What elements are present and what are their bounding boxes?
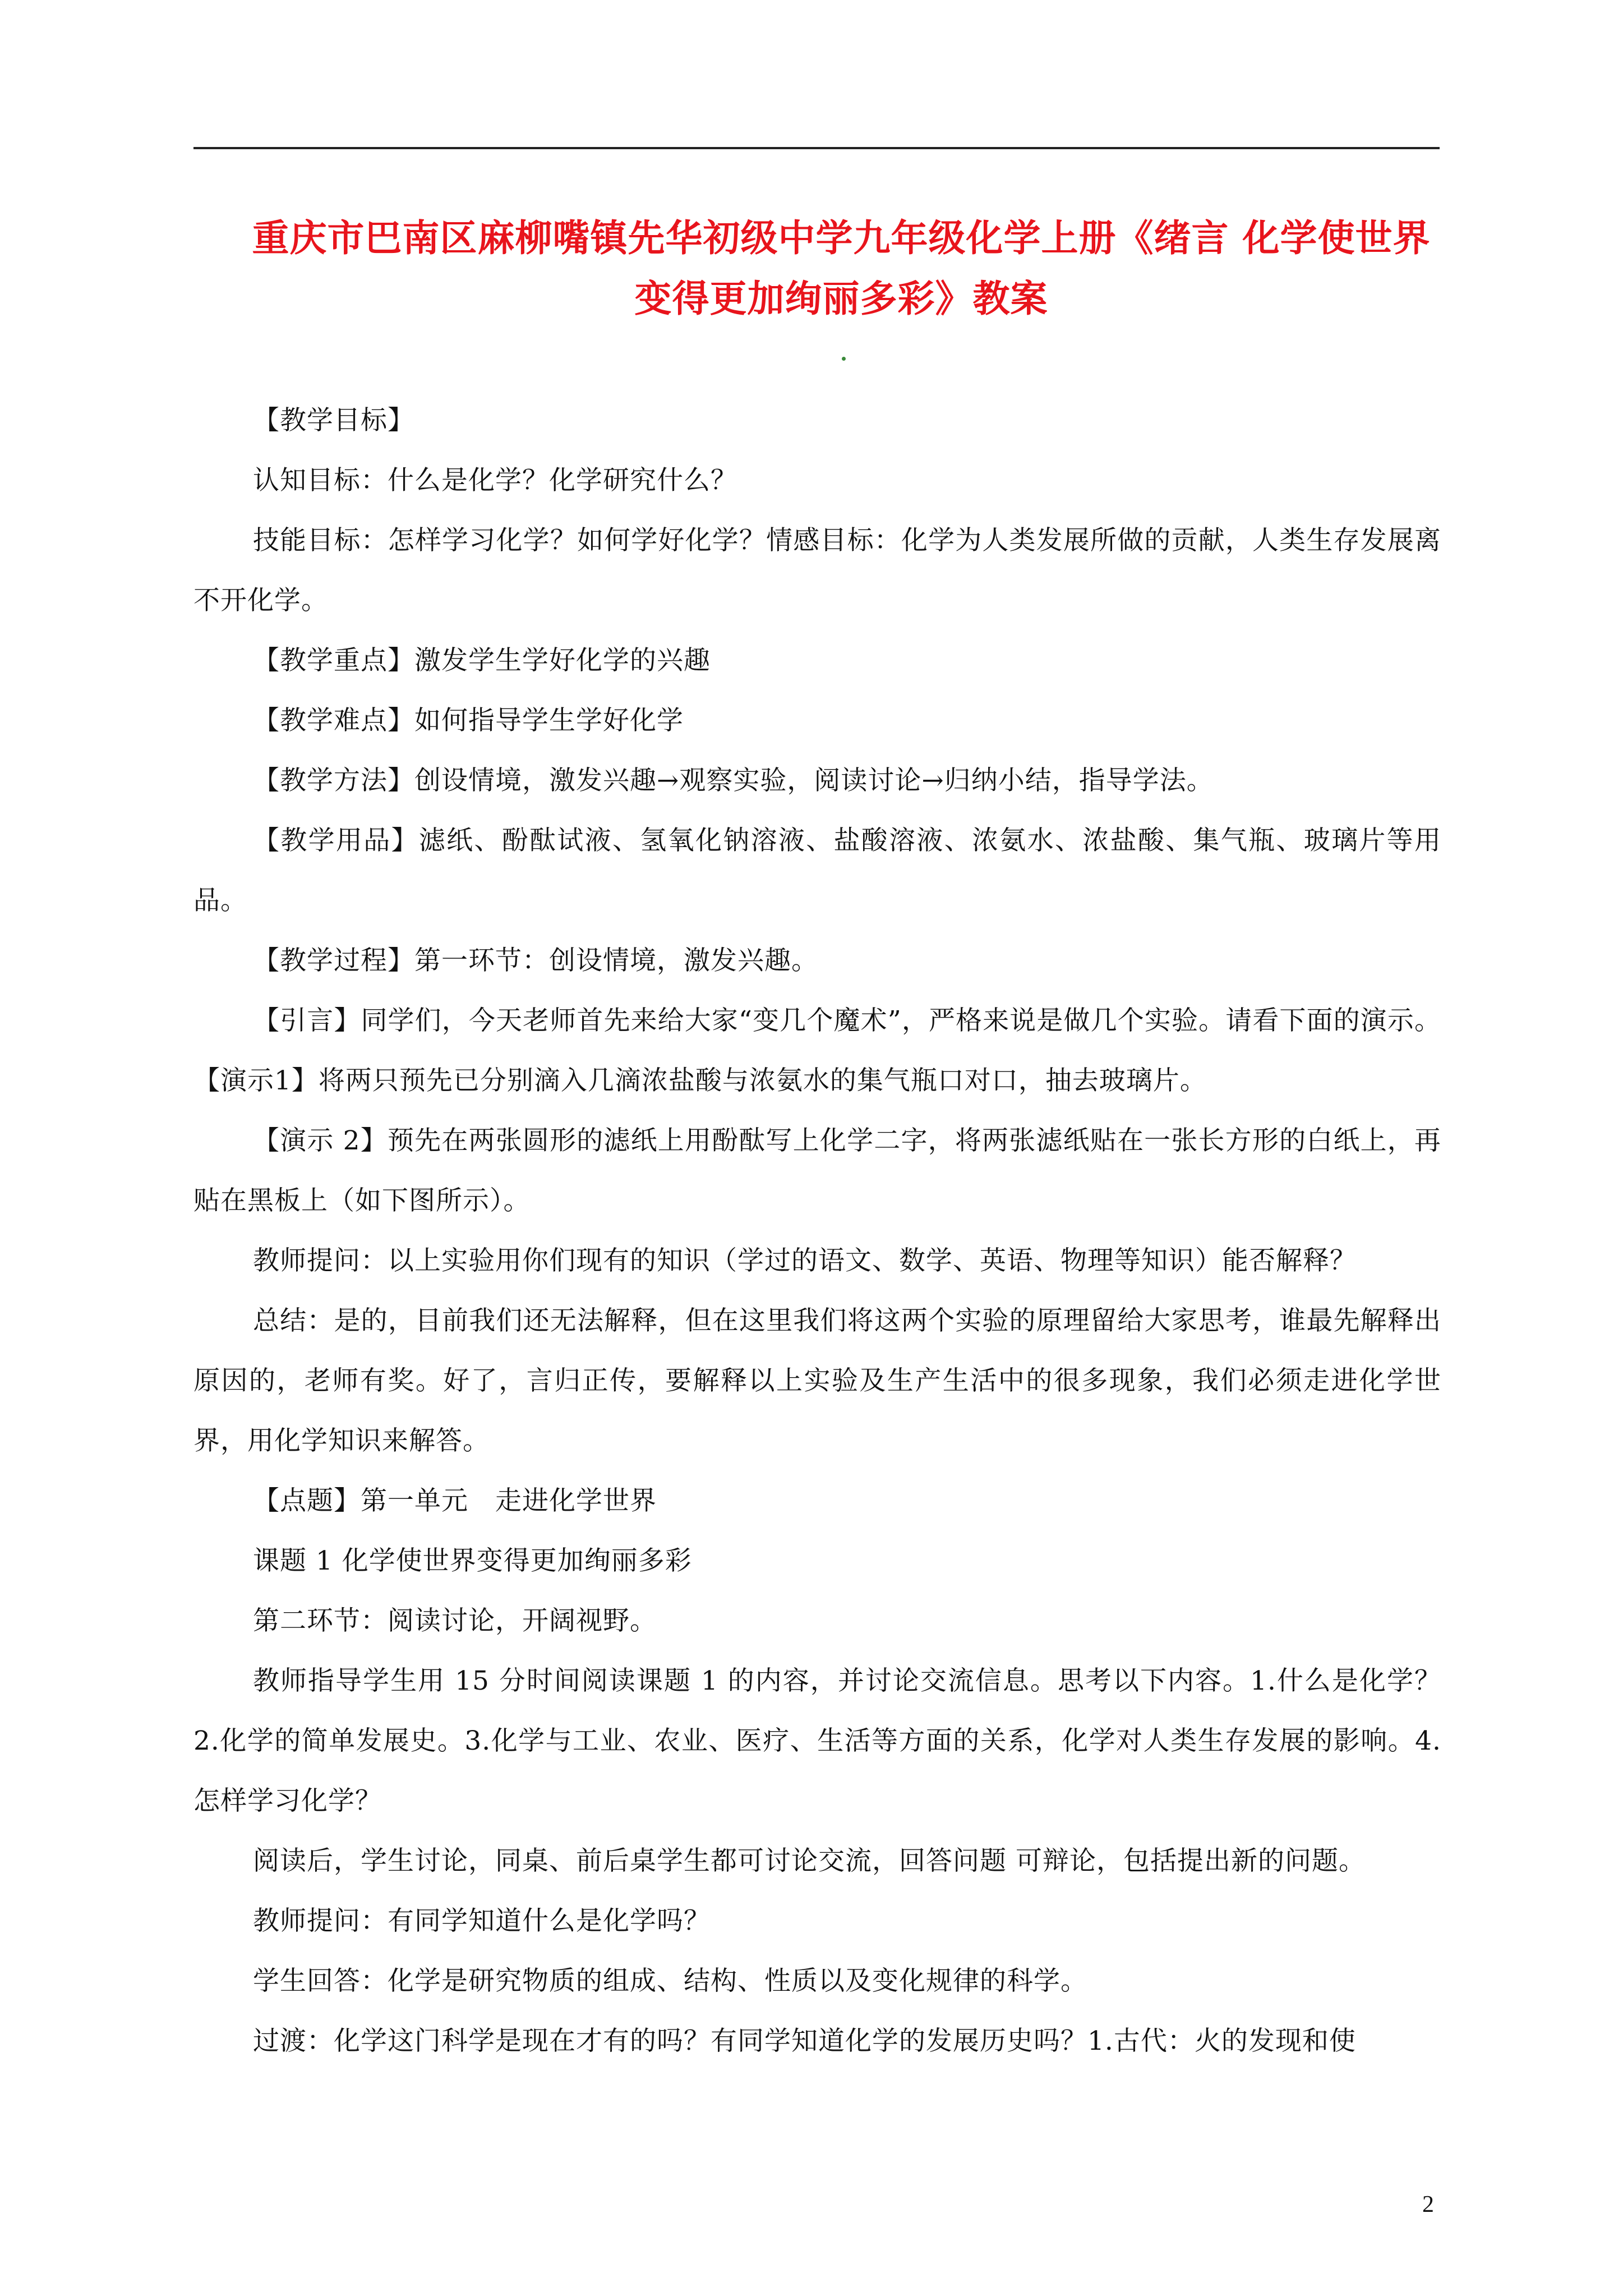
paragraph-topic: 【点题】第一单元 走进化学世界: [253, 1485, 657, 1516]
paragraph-key-point: 【教学重点】激发学生学好化学的兴趣: [253, 645, 711, 676]
header-rule: [193, 147, 1440, 149]
page-number: 2: [1422, 2192, 1434, 2217]
section-heading-objectives: 【教学目标】: [253, 405, 414, 436]
paragraph-materials: 【教学用品】滤纸、酚酞试液、氢氧化钠溶液、盐酸溶液、浓氨水、浓盐酸、集气瓶、玻璃片等用品。: [193, 825, 1441, 916]
paragraph-transition: 过渡：化学这门科学是现在才有的吗？有同学知道化学的发展历史吗？1.古代：火的发现和使: [253, 2026, 1356, 2056]
paragraph-discussion: 阅读后，学生讨论，同桌、前后桌学生都可讨论交流，回答问题 可辩论，包括提出新的问题。: [253, 1846, 1366, 1876]
paragraph-second-stage: 第二环节：阅读讨论，开阔视野。: [253, 1605, 657, 1636]
paragraph-introduction: 【引言】同学们，今天老师首先来给大家“变几个魔术”，严格来说是做几个实验。请看下面的演示。【演示1】将两只预先已分别滴入几滴浓盐酸与浓氨水的集气瓶口对口，抽去玻璃片。: [193, 1005, 1441, 1096]
document-body: [193, 390, 1441, 2071]
paragraph-summary: 总结：是的，目前我们还无法解释，但在这里我们将这两个实验的原理留给大家思考，谁最先解释出原因的，老师有奖。好了，言归正传，要解释以上实验及生产生活中的很多现象，我们必须走进化学世界，用化学知识来解答。: [193, 1305, 1441, 1456]
document-title: 重庆市巴南区麻柳嘴镇先华初级中学九年级化学上册《绪言 化学使世界变得更加绚丽多彩》教案: [252, 216, 1431, 320]
paragraph-difficulty: 【教学难点】如何指导学生学好化学: [253, 705, 684, 736]
paragraph-process: 【教学过程】第一环节：创设情境，激发兴趣。: [253, 945, 818, 976]
paragraph-lesson-title: 课题 1 化学使世界变得更加绚丽多彩: [253, 1545, 692, 1576]
paragraph-student-answer: 学生回答：化学是研究物质的组成、结构、性质以及变化规律的科学。: [253, 1966, 1087, 1996]
paragraph-reading-guide: 教师指导学生用 15 分时间阅读课题 1 的内容，并讨论交流信息。思考以下内容。1.什么是化学？2.化学的简单发展史。3.化学与工业、农业、医疗、生活等方面的关系，化学对人类生存发展的影响。4.怎样学习化学？: [193, 1665, 1441, 1816]
paragraph-demo-2: 【演示 2】预先在两张圆形的滤纸上用酚酞写上化学二字，将两张滤纸贴在一张长方形的白纸上，再贴在黑板上（如下图所示）。: [193, 1125, 1441, 1216]
paragraph-teacher-question: 教师提问：以上实验用你们现有的知识（学过的语文、数学、英语、物理等知识）能否解释？: [253, 1245, 1357, 1276]
paragraph-question-chemistry: 教师提问：有同学知道什么是化学吗？: [253, 1906, 711, 1936]
paragraph-method: 【教学方法】创设情境，激发兴趣→观察实验，阅读讨论→归纳小结，指导学法。: [253, 765, 1214, 796]
paragraph-skill-goal: 技能目标：怎样学习化学？如何学好化学？情感目标：化学为人类发展所做的贡献，人类生存发展离不开化学。: [193, 525, 1441, 616]
decorative-dot: [842, 357, 846, 361]
paragraph-cognitive-goal: 认知目标：什么是化学？化学研究什么？: [253, 465, 737, 496]
